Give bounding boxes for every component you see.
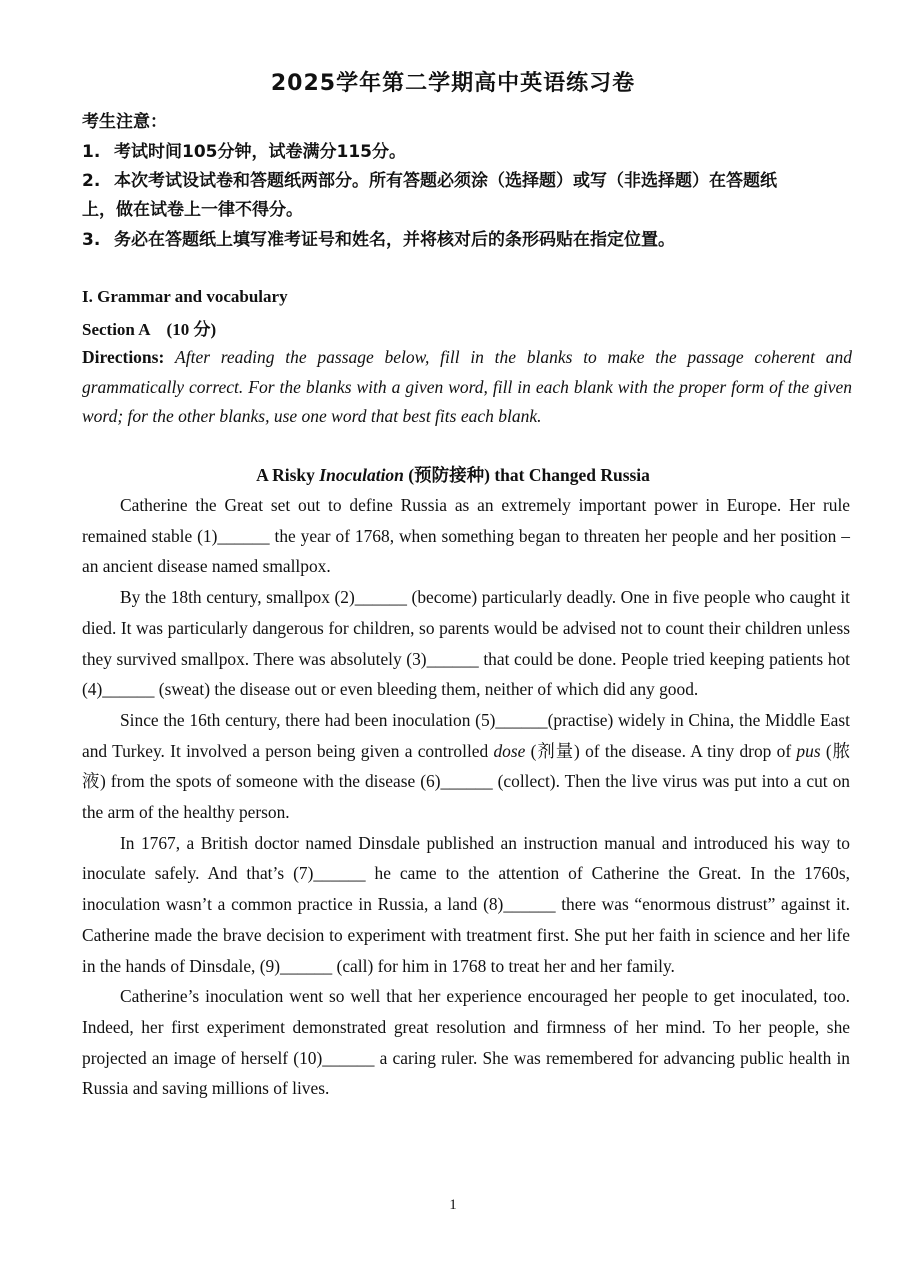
- notice-item-3: [82, 226, 862, 254]
- text-run: (脓液) from the spots of someone with the disease: [82, 740, 850, 792]
- blank-8: (8)______: [483, 894, 556, 915]
- paragraph-4: [82, 828, 850, 982]
- passage-title-italic: Inoculation: [319, 465, 404, 485]
- notice-item-1: [82, 138, 862, 166]
- section-heading: Section A (10 分): [82, 320, 217, 339]
- text-run: In 1767, a British doctor named Dinsdale published an instruction manual and introduced his way to inoculate safely. And that’s: [82, 832, 850, 884]
- text-run: he came to the attention of Catherine the Great. In the 1760s, inoculation wasn’t a common practice in Russia, a land: [82, 863, 850, 915]
- text-run: (sweat) the disease out or even bleeding them, neither of which did any good.: [154, 679, 699, 700]
- paragraph-3: [82, 705, 850, 828]
- directions-text: After reading the passage below, fill in the blanks to make the passage coherent and grammatically correct. For the blanks with a given word, fill in each blank with the proper form of the given word; for the other blanks, use one word that best fits each blank.: [82, 347, 852, 426]
- part-heading: I. Grammar and vocabulary: [82, 287, 288, 306]
- blank-6: (6)______: [420, 771, 493, 792]
- passage-title-start: A Risky: [256, 465, 320, 485]
- page-title: 2025学年第二学期高中英语练习卷: [270, 71, 636, 96]
- blank-2: (2)______: [334, 587, 407, 608]
- directions: [82, 343, 852, 432]
- notice-item-text: 考试时间105分钟，试卷满分115分。: [114, 142, 406, 162]
- text-run: Catherine’s inoculation went so well that her experience encouraged her people to get inoculated, too. Indeed, her first experiment demonstrated great resolution and firmness of her mind. To her people, she projected an image of herself: [82, 986, 850, 1068]
- text-run: By the 18th century, smallpox: [120, 587, 335, 608]
- notice-item-2-continued: 上，做在试卷上一律不得分。: [82, 200, 303, 220]
- italic-word-pus: pus: [796, 740, 821, 761]
- notice-item-number: 3.: [82, 230, 101, 250]
- page-number: 1: [449, 1197, 457, 1213]
- notice-item-text: 本次考试设试卷和答题纸两部分。所有答题必须涂（选择题）或写（非选择题）在答题纸: [114, 171, 777, 191]
- blank-10: (10)______: [293, 1047, 375, 1068]
- passage-title: [0, 462, 906, 487]
- text-run: that could be done. People tried keeping patients hot: [478, 648, 850, 669]
- text-run: (call) for him in 1768 to treat her and her family.: [332, 955, 675, 976]
- blank-9: (9)______: [259, 955, 333, 976]
- notice-item-number: 1.: [82, 142, 101, 162]
- blank-7: (7)______: [293, 863, 366, 884]
- text-run: (collect). Then the live virus was put into a cut on the arm of the healthy person.: [82, 771, 850, 823]
- text-run: (become) particularly deadly. One in five people who caught it died. It was particularly dangerous for children, so parents would be advised not to count their children unless they survived smallpox. There was absolutely: [82, 587, 851, 669]
- paragraph-5: [82, 981, 850, 1104]
- notice-item-text: 务必在答题纸上填写准考证号和姓名，并将核对后的条形码贴在指定位置。: [114, 230, 675, 250]
- text-run: a caring ruler. She was remembered for advancing public health in Russia and saving millions of lives.: [82, 1047, 850, 1099]
- text-run: the year of 1768, when something began to threaten her people and her position – an ancient disease named smallpox.: [82, 525, 850, 577]
- passage: [82, 490, 850, 1104]
- passage-title-end: (预防接种) that Changed Russia: [403, 465, 650, 485]
- blank-3: (3)______: [406, 648, 479, 669]
- notice-item-2: [82, 167, 862, 195]
- blank-1: (1)______: [197, 525, 270, 546]
- paragraph-2: [82, 582, 850, 705]
- notice-item-number: 2.: [82, 171, 101, 191]
- paragraph-1: [82, 490, 850, 582]
- text-run: Since the 16th century, there had been inoculation: [120, 709, 476, 730]
- blank-4: (4)______: [82, 679, 155, 700]
- directions-label: Directions:: [82, 347, 165, 367]
- blank-5: (5)______: [475, 709, 548, 730]
- notice-heading: 考生注意：: [82, 112, 167, 132]
- text-run: (剂量) of the disease. A tiny drop of: [525, 740, 797, 761]
- text-run: Catherine the Great set out to define Russia as an extremely important power in Europe. Her rule remained stable: [82, 495, 850, 546]
- italic-word-dose: dose: [493, 740, 526, 761]
- text-run: (practise) widely in China, the Middle East and Turkey. It involved a person being given a controlled: [82, 709, 850, 761]
- text-run: there was “enormous distrust” against it. Catherine made the brave decision to experiment with treatment first. She put her faith in science and her life in the hands of Dinsdale,: [82, 894, 850, 976]
